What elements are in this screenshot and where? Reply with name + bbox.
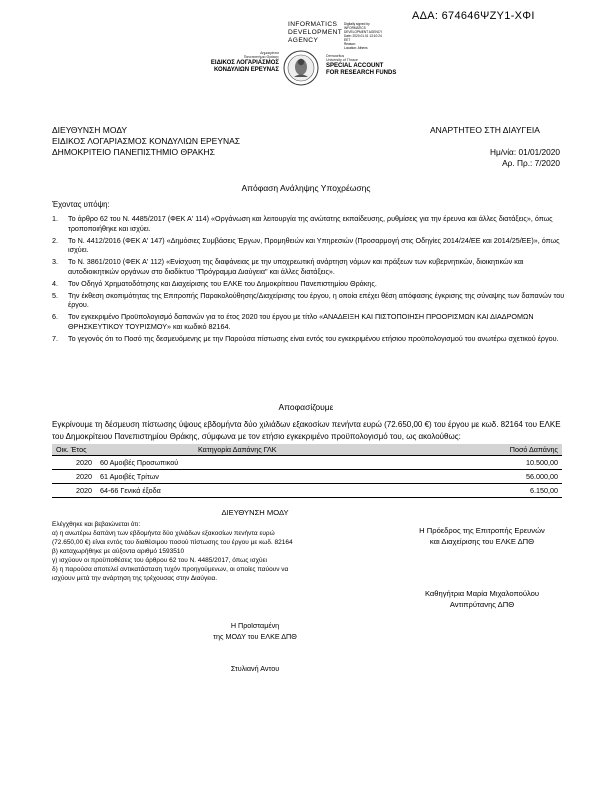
head-title: Η Προϊσταμένη	[230, 621, 280, 630]
stamp-detail-line: Date: 2020.01.01 13:10:24	[344, 34, 382, 38]
decision-title: Απόφαση Ανάληψης Υποχρέωσης	[241, 183, 371, 193]
item-text: Το Ν. 4412/2016 (ΦΕΚ Α' 147) «Δημόσιες Συμβάσεις Έργων, Προμηθειών και Υπηρεσιών (Προσαρμογή στις Οδηγίες 2014/24/ΕΕ και 2014/25/ΕΕ)», όπως ισχύει.	[68, 235, 560, 255]
address-line1: ΔΙΕΥΘΥΝΣΗ ΜΟΔΥ	[52, 125, 128, 135]
cell-category: 60 Αμοιβές Προσωπικού	[96, 456, 379, 470]
university-seal-icon	[283, 50, 319, 86]
protocol-number: Αρ. Πρ.: 7/2020	[502, 158, 560, 168]
item-text: Το Ν. 3861/2010 (ΦΕΚ Α' 112) «Ενίσχυση της διαφάνειας με την υποχρεωτική ανάρτηση νόμων και πράξεων των κυβερνητικών, διοικητικών και αυτοδιοικητικών οργάνων στο διαδίκτυο "Πρόγραμμα Διαύγεια" και άλλες διατάξεις».	[68, 257, 524, 276]
president-signature-block	[382, 525, 582, 547]
header-category: Κατηγορία Δαπάνης ΓΛΚ	[96, 444, 379, 456]
item-number: 1.	[52, 214, 58, 223]
cell-category: 61 Αμοιβές Τρίτων	[96, 470, 379, 484]
cell-amount: 6.150,00	[379, 484, 562, 498]
logo-left-line1: Δημοκρίτειο	[260, 51, 279, 55]
address-line2: ΕΙΔΙΚΟΣ ΛΟΓΑΡΙΑΣΜΟΣ ΚΟΝΔΥΛΙΩΝ ΕΡΕΥΝΑΣ	[52, 136, 241, 146]
elke-logo-left	[175, 51, 279, 74]
cell-year: 2020	[52, 456, 96, 470]
stamp-detail-line: EET	[344, 38, 351, 42]
we-decide-heading: Αποφασίζουμε	[278, 402, 334, 412]
item-number: 4.	[52, 278, 58, 288]
item-number: 3.	[52, 257, 58, 267]
president-title: Η Πρόεδρος της Επιτροπής Ερευνών	[419, 526, 545, 535]
item-text: Τον εγκεκριμένο Προϋπολογισμό δαπανών για το έτος 2020 του έργου με τίτλο «ΑΝΑΔΕΙΞΗ ΚΑΙ ΠΙΣΤΟΠΟΙΗΣΗ ΠΡΟΟΡΙΣΜΩΝ ΚΑΙ ΔΙΑΔΡΟΜΩΝ ΘΡΗΣΚΕΥΤΙΚΟΥ ΤΟΥΡΙΣΜΟΥ» και κωδικό 82164.	[68, 312, 534, 331]
signer-name: Στυλιανή Αντου	[230, 664, 280, 673]
cell-amount: 56.000,00	[379, 470, 562, 484]
logo-right-line3: SPECIAL ACCOUNT	[326, 62, 384, 69]
verification-line: δ) η παρούσα αποτελεί αντικατάσταση τυχόν προηγούμενων, οι οποίες παύουν να	[52, 566, 289, 573]
logo-right-line4: FOR RESEARCH FUNDS	[326, 69, 397, 76]
verification-line: (72.650,00 €) είναι εντός του διαθέσιμου ποσού πίστωσης του έργου με κωδ. 82164	[52, 539, 293, 546]
logo-left-line4: ΚΟΝΔΥΛΙΩΝ ΕΡΕΥΝΑΣ	[213, 66, 279, 73]
logo-left-line2: Πανεπιστήμιο Θράκης	[243, 55, 279, 60]
cell-category: 64-66 Γενικά έξοδα	[96, 484, 379, 498]
elke-logo-right	[326, 54, 416, 77]
item-number: 7.	[52, 333, 58, 343]
approval-paragraph: Εγκρίνουμε τη δέσμευση πίστωσης ύψους εβδομήντα δύο χιλιάδων εξακοσίων πενήντα ευρώ (72.650,00 €) του έργου με κωδ. 82164 του ΕΛΚΕ του Δημοκρίτειου Πανεπιστημίου Θράκης, σύμφωνα με τον ετήσιο εγκεκριμένο προϋπολογισμό του, ως ακολούθως:	[52, 420, 561, 441]
item-text: Τον Οδηγό Χρηματοδότησης και Διαχείρισης του ΕΛΚΕ του Δημοκρίτειου Πανεπιστημίου Θράκης.	[68, 278, 377, 288]
professor-role: Αντιπρύτανης ΔΠΘ	[449, 600, 515, 609]
list-item	[52, 334, 572, 344]
stamp-line2: DEVELOPMENT	[288, 29, 343, 36]
item-number: 5.	[52, 290, 58, 300]
list-item	[52, 257, 572, 277]
ada-code: ΑΔΑ: 674646ΨΖΥ1-ΧΦΙ	[412, 10, 535, 22]
logo-left-line3: ΕΙΔΙΚΟΣ ΛΟΓΑΡΙΑΣΜΟΣ	[210, 59, 279, 66]
professor-name: Καθηγήτρια Μαρία Μιχαλοπούλου	[424, 589, 540, 598]
head-unit: της ΜΟΔΥ του ΕΛΚΕ ΔΠΘ	[213, 632, 297, 641]
verification-line: α) η ανωτέρω δαπάνη των εβδομήντα δύο χιλιάδων εξακοσίων πενήντα ευρώ	[52, 530, 275, 537]
considerations-list	[52, 214, 572, 346]
item-text: Το άρθρο 62 του Ν. 4485/2017 (ΦΕΚ Α' 114) «Οργάνωση και λειτουργία της ανώτατης εκπαίδευσης, ρυθμίσεις για την έρευνα και άλλες διατάξεις», όπως τροποποιήθηκε και ισχύει.	[68, 214, 553, 233]
item-number: 6.	[52, 312, 58, 322]
verification-block	[52, 520, 382, 583]
table-row	[52, 470, 562, 484]
item-text: Την έκθεση σκοπιμότητας της Επιτροπής Παρακολούθησης/Διαχείρισης του έργου, η οποία επέχει θέση απόφασης έγκρισης της σύναψης των δαπανών του έργου.	[68, 290, 565, 310]
table-header-row	[52, 444, 562, 456]
item-text: Το γεγονός ότι το Ποσό της δεσμευόμενης με την Παρούσα πίστωσης είναι εντός του εγκεκριμένου ετήσιου προϋπολογισμού του ανωτέρω σχετικού έργου.	[68, 333, 559, 343]
posting-note: ΑΝΑΡΤΗΤΕΟ ΣΤΗ ΔΙΑΥΓΕΙΑ	[430, 125, 540, 135]
president-committee: και Διαχείρισης του ΕΛΚΕ ΔΠΘ	[429, 537, 535, 546]
professor-signature-block	[382, 588, 582, 610]
table-row	[52, 484, 562, 498]
document-date: Ημ/νία: 01/01/2020	[489, 147, 560, 157]
verification-line: γ) ισχύουν οι προϋποθέσεις του άρθρου 62 του Ν. 4485/2017, όπως ισχύει	[52, 557, 267, 564]
head-signature-block	[0, 620, 510, 642]
table-row	[52, 456, 562, 470]
logo-right-line2: University of Thrace	[326, 58, 358, 63]
cell-amount: 10.500,00	[379, 456, 562, 470]
header-year: Οικ. Έτος	[52, 444, 96, 456]
expense-table	[52, 444, 562, 498]
stamp-details	[344, 22, 404, 50]
considering-label: Έχοντας υπόψη:	[52, 200, 110, 209]
sender-address	[52, 125, 240, 158]
list-item	[52, 214, 572, 234]
stamp-line1: INFORMATICS	[288, 21, 338, 28]
date-protocol	[490, 147, 560, 169]
stamp-detail-line: Digitally signed by	[344, 22, 370, 26]
stamp-detail-line: DEVELOPMENT AGENCY	[344, 30, 383, 34]
signature-stamp	[288, 21, 342, 45]
item-number: 2.	[52, 235, 58, 245]
stamp-detail-line: Reason:	[344, 42, 356, 46]
list-item	[52, 291, 572, 311]
logo-right-line1: Democritus	[326, 54, 345, 58]
verification-line: β) καταχωρήθηκε με αύξοντα αριθμό 1593510	[52, 548, 185, 555]
cell-year: 2020	[52, 470, 96, 484]
address-line3: ΔΗΜΟΚΡΙΤΕΙΟ ΠΑΝΕΠΙΣΤΗΜΙΟ ΘΡΑΚΗΣ	[52, 147, 215, 157]
list-item	[52, 236, 572, 256]
list-item	[52, 279, 572, 289]
stamp-detail-line: Location: Athens	[344, 46, 368, 50]
header-amount: Ποσό Δαπάνης	[379, 444, 562, 456]
list-item	[52, 312, 572, 332]
verification-line: ισχύουν μετά την ανάρτηση της τρέχουσας στην Διαύγεια.	[52, 575, 218, 582]
cell-year: 2020	[52, 484, 96, 498]
directorate-heading: ΔΙΕΥΘΥΝΣΗ ΜΟΔΥ	[221, 508, 289, 517]
verification-line: Ελέγχθηκε και βεβαιώνεται ότι:	[52, 521, 141, 528]
stamp-line3: AGENCY	[288, 37, 319, 44]
stamp-detail-line: INFORMATICS	[344, 26, 366, 30]
